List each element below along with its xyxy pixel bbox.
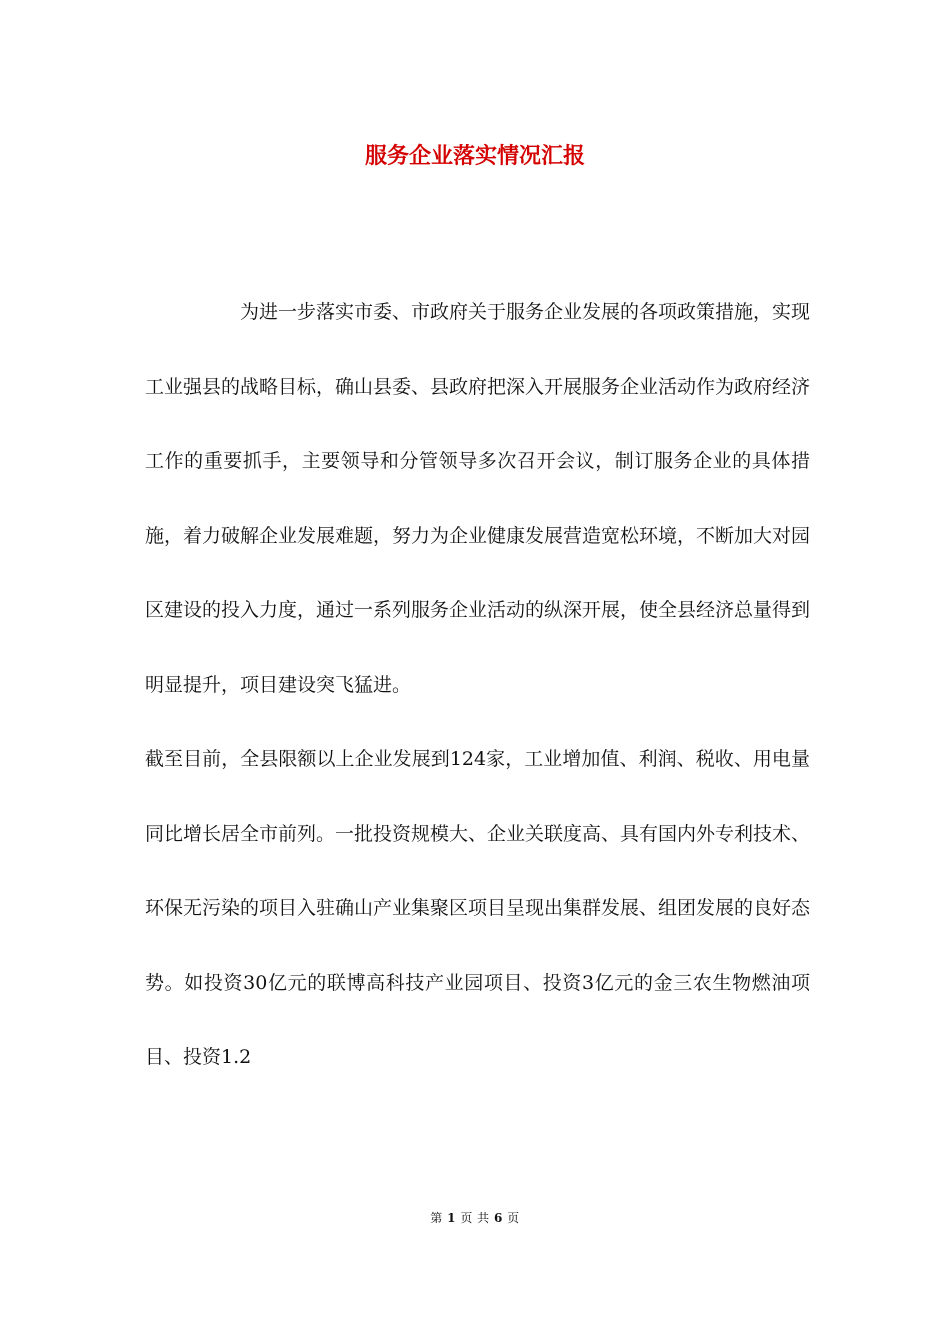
- page-footer: [0, 1208, 950, 1228]
- paragraph-1: 为进一步落实市委、市政府关于服务企业发展的各项政策措施，实现工业强县的战略目标，确山县委、县政府把深入开展服务企业活动作为政府经济工作的重要抓手，主要领导和分管领导多次召开会议，制订服务企业的具体措施，着力破解企业发展难题，努力为企业健康发展营造宽松环境，不断加大对园区建设的投入力度，通过一系列服务企业活动的纵深开展，使全县经济总量得到明显提升，项目建设突飞猛进。: [145, 301, 811, 696]
- footer-current-page: 1: [447, 1211, 456, 1225]
- document-body: [145, 275, 810, 1095]
- paragraph-2: 截至目前，全县限额以上企业发展到124家，工业增加值、利润、税收、用电量同比增长居全市前列。一批投资规模大、企业关联度高、具有国内外专利技术、环保无污染的项目入驻确山产业集聚区项目呈现出集群发展、组团发展的良好态势。如投资30亿元的联博高科技产业园项目、投资3亿元的金三农生物燃油项目、投资1.2: [145, 748, 811, 1068]
- footer-total-pages: 6: [493, 1211, 503, 1225]
- footer-prefix: 第: [430, 1211, 443, 1225]
- document-title: 服务企业落实情况汇报: [364, 143, 585, 169]
- footer-suffix: 页: [507, 1211, 520, 1225]
- footer-middle: 页 共: [460, 1211, 490, 1225]
